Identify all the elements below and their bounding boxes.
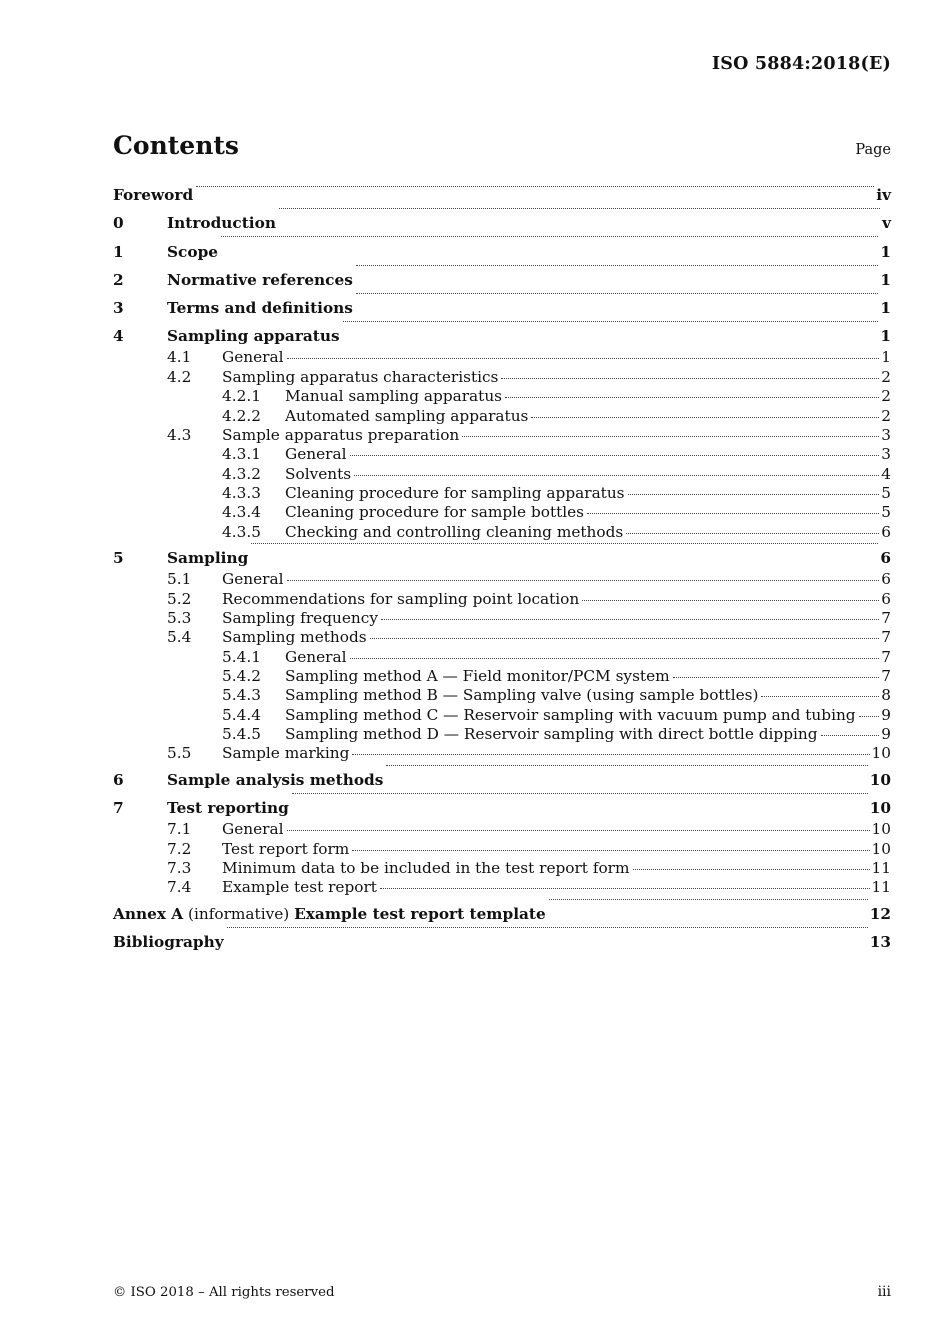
dot-leader — [343, 317, 879, 322]
toc-entry-page: 10 — [871, 820, 891, 839]
toc-entry-number: 5.2 — [167, 589, 192, 608]
toc-entry-title: Terms and definitions — [167, 299, 353, 318]
dot-leader — [356, 261, 879, 266]
toc-entry-number: 7.1 — [167, 820, 192, 839]
dot-leader — [381, 615, 879, 620]
toc-entry-page: 11 — [871, 878, 891, 897]
toc-entry-page: 2 — [881, 367, 891, 386]
dot-leader — [352, 846, 869, 851]
toc-entry[interactable] — [113, 426, 891, 445]
toc-entry-page: 2 — [881, 406, 891, 425]
dot-leader — [350, 654, 880, 659]
toc-entry-page: 9 — [881, 724, 891, 743]
toc-entry-page: 5 — [881, 503, 891, 522]
toc-entry-number: 5 — [113, 549, 124, 568]
toc-entry[interactable] — [113, 840, 891, 859]
toc-entry[interactable] — [113, 590, 891, 609]
toc-entry-title: Sampling apparatus characteristics — [222, 367, 499, 386]
toc-entry[interactable] — [113, 648, 891, 667]
dot-leader — [287, 354, 880, 359]
toc-entry-title: Recommendations for sampling point location — [222, 589, 580, 608]
dot-leader — [582, 596, 879, 601]
dot-leader — [354, 471, 879, 476]
toc-entry-title: Minimum data to be included in the test report form — [222, 858, 630, 877]
dot-leader — [761, 692, 879, 697]
toc-entry[interactable] — [113, 628, 891, 647]
toc-entry-title: General — [285, 445, 347, 464]
toc-entry-title: Sample analysis methods — [167, 770, 384, 789]
toc-entry-number: 5.4.1 — [222, 647, 261, 666]
toc-entry-number: 7 — [113, 799, 124, 818]
toc-entry-number: 4.3 — [167, 425, 192, 444]
toc-entry[interactable] — [113, 609, 891, 628]
toc-entry-number: 4.3.4 — [222, 503, 261, 522]
toc-entry-page: 1 — [880, 242, 891, 261]
toc-entry[interactable] — [113, 235, 891, 263]
toc-entry[interactable] — [113, 667, 891, 686]
toc-entry-page: iv — [876, 186, 891, 204]
toc-entry-number: 3 — [113, 299, 124, 318]
toc-entry-page: 9 — [881, 705, 891, 724]
toc-entry-title: Sampling methods — [222, 628, 367, 647]
toc-entry-number: 5.3 — [167, 608, 192, 627]
toc-entry-title: Sample marking — [222, 744, 350, 763]
toc-entry-title: Annex A (informative) Example test report template — [113, 904, 546, 923]
toc-entry[interactable] — [113, 348, 891, 367]
dot-leader — [633, 865, 870, 870]
toc-entry[interactable] — [113, 764, 891, 792]
toc-entry-page: 13 — [869, 933, 891, 952]
dot-leader — [287, 576, 880, 581]
toc-entry-number: 4 — [113, 327, 124, 346]
dot-leader — [628, 490, 880, 495]
toc-entry[interactable] — [113, 686, 891, 705]
toc-entry-title: Sampling apparatus — [167, 327, 340, 346]
toc-entry-title: Cleaning procedure for sampling apparatus — [285, 483, 625, 502]
toc-entry-page: 1 — [880, 327, 891, 346]
toc-entry-number: 5.4.2 — [222, 666, 261, 685]
dot-leader — [370, 634, 880, 639]
toc-entry-title: Example test report — [222, 878, 377, 897]
toc-entry-page: 10 — [869, 770, 891, 789]
toc-entry-title: Solvents — [285, 464, 352, 483]
toc-entry-page: 7 — [881, 608, 891, 627]
toc-entry[interactable] — [113, 407, 891, 426]
dot-leader — [380, 884, 870, 889]
toc-entry-number: 4.3.3 — [222, 483, 261, 502]
toc-entry-number: 4.3.1 — [222, 445, 261, 464]
toc-entry-title: Cleaning procedure for sample bottles — [285, 503, 585, 522]
toc-entry[interactable] — [113, 264, 891, 292]
toc-entry-title: General — [222, 570, 284, 589]
toc-entry-number: 7.2 — [167, 839, 192, 858]
toc-entry-number: 4.2.2 — [222, 406, 261, 425]
dot-leader — [859, 712, 880, 717]
toc-entry-title: Introduction — [167, 214, 276, 233]
toc-entry[interactable] — [113, 926, 891, 954]
toc-entry-title: Scope — [167, 242, 218, 261]
toc-entry-page: 10 — [871, 744, 891, 763]
toc-entry-title: Sample apparatus preparation — [222, 425, 460, 444]
dot-leader — [821, 731, 880, 736]
toc-entry-number: 5.4.4 — [222, 705, 261, 724]
toc-entry-page: 7 — [881, 628, 891, 647]
toc-entry[interactable] — [113, 542, 891, 570]
toc-entry-title: General — [285, 647, 347, 666]
toc-entry[interactable] — [113, 207, 891, 235]
toc-entry[interactable] — [113, 445, 891, 464]
page-title: Contents — [113, 131, 240, 160]
toc-entry-title: Checking and controlling cleaning methods — [285, 522, 624, 541]
dot-leader — [505, 393, 879, 398]
toc-entry-page: v — [882, 214, 891, 233]
page-number: iii — [877, 1284, 891, 1300]
toc-entry[interactable] — [113, 465, 891, 484]
toc-entry[interactable] — [113, 792, 891, 820]
toc-entry-page: 12 — [869, 904, 891, 923]
dot-leader — [227, 923, 868, 928]
table-of-contents — [113, 185, 891, 954]
dot-leader — [386, 761, 867, 766]
toc-entry-title: Sampling method D — Reservoir sampling with direct bottle dipping — [285, 724, 818, 743]
toc-entry-title: General — [222, 820, 284, 839]
toc-entry[interactable] — [113, 898, 891, 926]
toc-entry[interactable] — [113, 368, 891, 387]
dot-leader — [196, 182, 874, 187]
toc-entry-page: 4 — [881, 464, 891, 483]
dot-leader — [352, 750, 869, 755]
dot-leader — [626, 529, 879, 534]
toc-entry-page: 6 — [881, 522, 891, 541]
toc-entry-number: 4.3.2 — [222, 464, 261, 483]
toc-entry-title: Foreword — [113, 186, 194, 204]
dot-leader — [287, 826, 870, 831]
toc-entry-number: 5.5 — [167, 744, 192, 763]
toc-entry-number: 5.4.3 — [222, 686, 261, 705]
dot-leader — [279, 204, 880, 209]
toc-entry-title: Sampling method C — Reservoir sampling with vacuum pump and tubing — [285, 705, 856, 724]
toc-entry-page: 10 — [871, 839, 891, 858]
toc-entry-title: Sampling frequency — [222, 608, 378, 627]
toc-entry-number: 2 — [113, 270, 124, 289]
dot-leader — [292, 789, 868, 794]
toc-entry-page: 1 — [880, 270, 891, 289]
toc-entry-number: 1 — [113, 242, 124, 261]
page-column-label: Page — [855, 142, 891, 158]
toc-entry-number: 0 — [113, 214, 124, 233]
dot-leader — [462, 432, 879, 437]
dot-leader — [356, 289, 878, 294]
toc-entry-page: 6 — [881, 570, 891, 589]
toc-entry-number: 7.3 — [167, 858, 192, 877]
toc-entry-title: Normative references — [167, 270, 353, 289]
toc-entry-page: 7 — [881, 666, 891, 685]
toc-entry-title: Bibliography — [113, 933, 224, 952]
toc-entry-page: 2 — [881, 387, 891, 406]
document-id: ISO 5884:2018(E) — [711, 54, 891, 74]
dot-leader — [221, 232, 878, 237]
toc-entry-page: 7 — [881, 647, 891, 666]
toc-entry-page: 3 — [881, 445, 891, 464]
toc-entry-title: Sampling method B — Sampling valve (using sample bottles) — [285, 686, 759, 705]
toc-entry[interactable] — [113, 292, 891, 320]
dot-leader — [673, 673, 880, 678]
toc-entry-page: 1 — [881, 348, 891, 367]
dot-leader — [350, 451, 880, 456]
toc-entry-title: Test reporting — [167, 799, 289, 818]
toc-entry-title: Automated sampling apparatus — [285, 406, 529, 425]
copyright-notice: © ISO 2018 – All rights reserved — [113, 1285, 335, 1300]
toc-entry-page: 10 — [869, 799, 891, 818]
toc-entry-number: 4.3.5 — [222, 522, 261, 541]
toc-entry-number: 5.4 — [167, 628, 192, 647]
toc-entry[interactable] — [113, 859, 891, 878]
toc-entry-title: Test report form — [222, 839, 350, 858]
toc-entry[interactable] — [113, 570, 891, 589]
toc-entry-page: 8 — [881, 686, 891, 705]
toc-entry-number: 6 — [113, 770, 124, 789]
dot-leader — [531, 413, 879, 418]
toc-entry[interactable] — [113, 387, 891, 406]
toc-entry-number: 5.4.5 — [222, 724, 261, 743]
dot-leader — [587, 509, 879, 514]
toc-entry-number: 4.2.1 — [222, 387, 261, 406]
toc-entry[interactable] — [113, 320, 891, 348]
toc-entry-page: 6 — [881, 589, 891, 608]
toc-entry-page: 5 — [881, 483, 891, 502]
toc-entry-page: 11 — [871, 858, 891, 877]
dot-leader — [501, 374, 879, 379]
toc-entry[interactable] — [113, 820, 891, 839]
toc-entry-number: 7.4 — [167, 878, 192, 897]
toc-entry-title: Sampling — [167, 549, 249, 568]
toc-entry-number: 5.1 — [167, 570, 192, 589]
toc-entry[interactable] — [113, 484, 891, 503]
toc-entry-title: Sampling method A — Field monitor/PCM system — [285, 666, 670, 685]
toc-entry-title: General — [222, 348, 284, 367]
dot-leader — [549, 895, 868, 900]
toc-entry[interactable] — [113, 706, 891, 725]
toc-entry[interactable] — [113, 725, 891, 744]
toc-entry-number: 4.2 — [167, 367, 192, 386]
toc-entry-number: 4.1 — [167, 348, 192, 367]
toc-entry-page: 3 — [881, 425, 891, 444]
toc-entry-page: 6 — [880, 549, 891, 568]
toc-entry-page: 1 — [880, 299, 891, 318]
toc-entry-title: Manual sampling apparatus — [285, 387, 503, 406]
dot-leader — [251, 539, 878, 544]
toc-entry[interactable] — [113, 503, 891, 522]
